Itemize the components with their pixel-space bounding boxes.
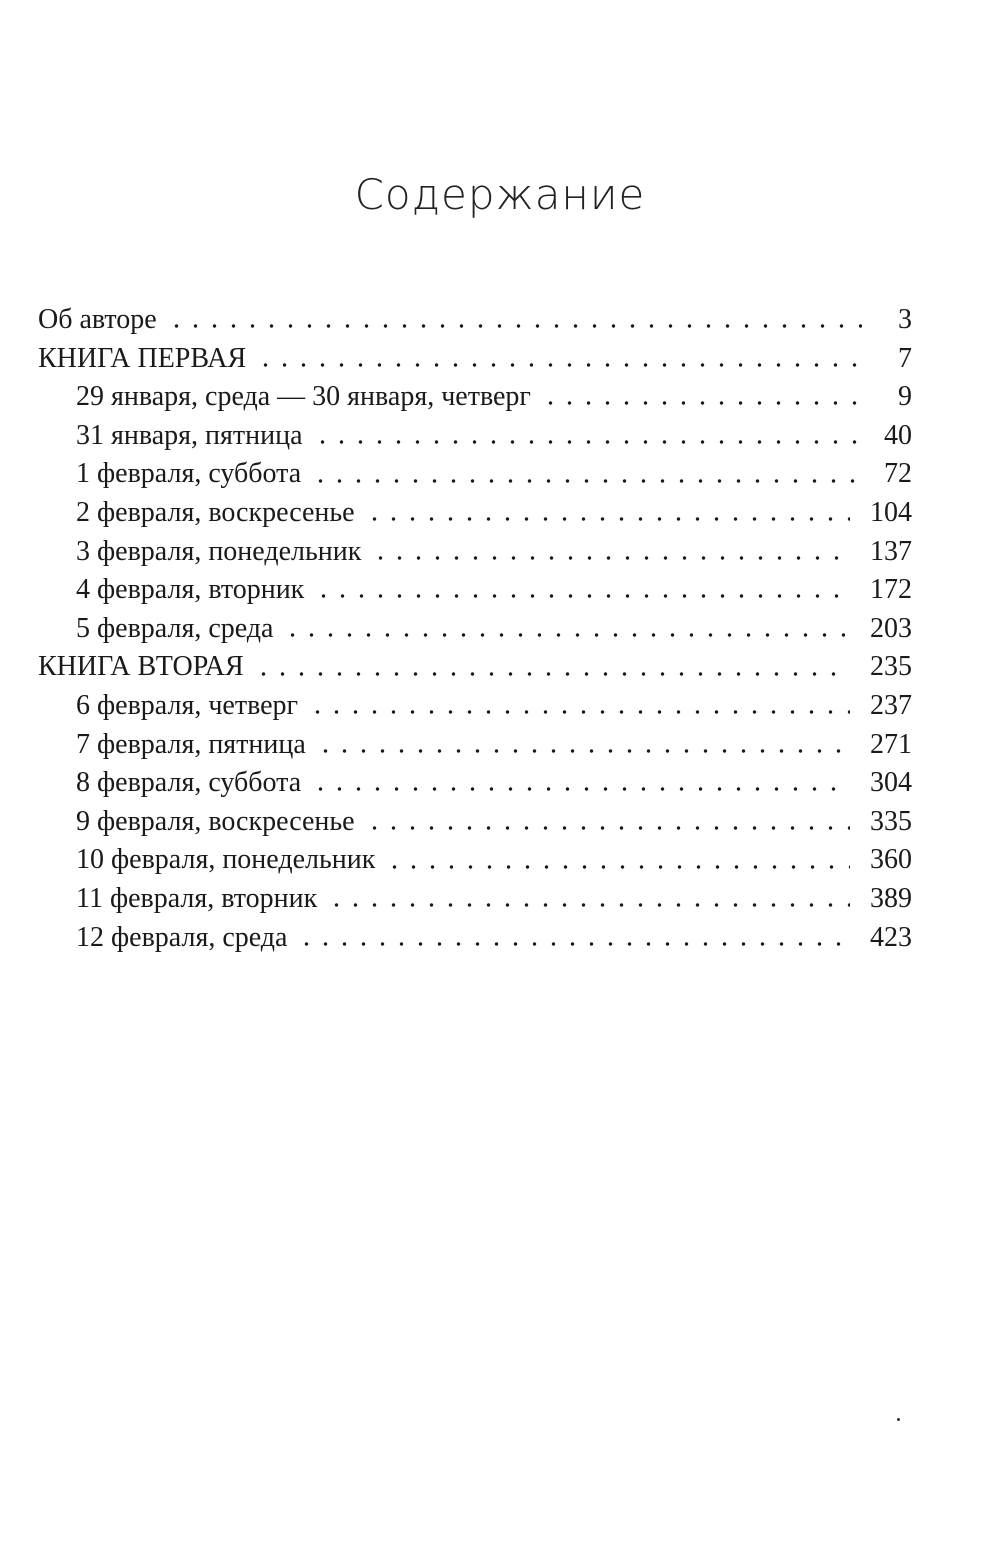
toc-page-number: 423 <box>870 921 912 953</box>
toc-entry <box>38 417 912 456</box>
table-of-contents <box>38 301 912 957</box>
toc-page-number: 72 <box>884 458 912 490</box>
toc-entry <box>38 648 912 687</box>
dot-leader <box>371 555 850 561</box>
paper-speck <box>897 1418 900 1421</box>
toc-entry-title: 3 февраля, понедельник <box>76 535 362 567</box>
toc-entry <box>38 533 912 572</box>
toc-page-number: 360 <box>870 844 912 876</box>
dot-leader <box>256 362 862 368</box>
toc-entry-title: 31 января, пятница <box>76 419 303 451</box>
toc-entry-title: Об авторе <box>38 304 157 335</box>
dot-leader <box>541 400 862 406</box>
toc-entry <box>38 340 912 379</box>
toc-entry-title: 7 февраля, пятница <box>76 728 306 760</box>
toc-entry-title: 12 февраля, среда <box>76 921 288 953</box>
dot-leader <box>313 439 862 445</box>
toc-entry <box>38 764 912 803</box>
dot-leader <box>254 671 850 677</box>
dot-leader <box>308 709 850 715</box>
toc-entry-title: КНИГА ПЕРВАЯ <box>38 342 247 374</box>
dot-leader <box>311 478 862 484</box>
toc-entry <box>38 378 912 417</box>
toc-entry <box>38 919 912 958</box>
dot-leader <box>365 516 850 522</box>
dot-leader <box>385 864 850 870</box>
toc-entry-title: КНИГА ВТОРАЯ <box>38 651 244 683</box>
toc-entry <box>38 571 912 610</box>
toc-page-number: 271 <box>870 728 912 760</box>
dot-leader <box>167 323 862 329</box>
dot-leader <box>365 825 850 831</box>
toc-page-number: 7 <box>898 342 912 374</box>
toc-entry-title: 29 января, среда — 30 января, четверг <box>76 381 531 413</box>
dot-leader <box>311 786 850 792</box>
toc-page-number: 3 <box>898 304 912 335</box>
toc-page-number: 304 <box>870 767 912 799</box>
toc-entry-title: 11 февраля, вторник <box>76 882 318 914</box>
toc-page-number: 104 <box>870 496 912 528</box>
toc-page-number: 172 <box>870 574 912 606</box>
toc-page-number: 137 <box>870 535 912 567</box>
toc-entry <box>38 726 912 765</box>
dot-leader <box>327 902 850 908</box>
dot-leader <box>297 941 850 947</box>
toc-entry <box>38 610 912 649</box>
toc-page-number: 40 <box>884 419 912 451</box>
toc-entry <box>38 841 912 880</box>
toc-entry-title: 8 февраля, суббота <box>76 767 302 799</box>
toc-entry <box>38 455 912 494</box>
dot-leader <box>314 593 850 599</box>
toc-page-number: 335 <box>870 805 912 837</box>
toc-page-number: 235 <box>870 651 912 683</box>
toc-entry-title: 4 февраля, вторник <box>76 574 305 606</box>
toc-page-number: 389 <box>870 882 912 914</box>
toc-entry <box>38 687 912 726</box>
toc-entry-title: 5 февраля, среда <box>76 612 274 644</box>
toc-page-number: 203 <box>870 612 912 644</box>
dot-leader <box>316 748 850 754</box>
toc-entry <box>38 301 912 340</box>
toc-entry <box>38 494 912 533</box>
toc-page-number: 9 <box>898 381 912 413</box>
toc-entry <box>38 803 912 842</box>
toc-entry-title: 10 февраля, понедельник <box>76 844 376 876</box>
toc-entry-title: 9 февраля, воскресенье <box>76 805 355 837</box>
toc-entry-title: 2 февраля, воскресенье <box>76 496 355 528</box>
page-title: Содержание <box>354 170 646 219</box>
toc-entry-title: 6 февраля, четверг <box>76 689 299 721</box>
toc-entry <box>38 880 912 919</box>
dot-leader <box>283 632 850 638</box>
toc-page-number: 237 <box>870 689 912 721</box>
toc-entry-title: 1 февраля, суббота <box>76 458 302 490</box>
